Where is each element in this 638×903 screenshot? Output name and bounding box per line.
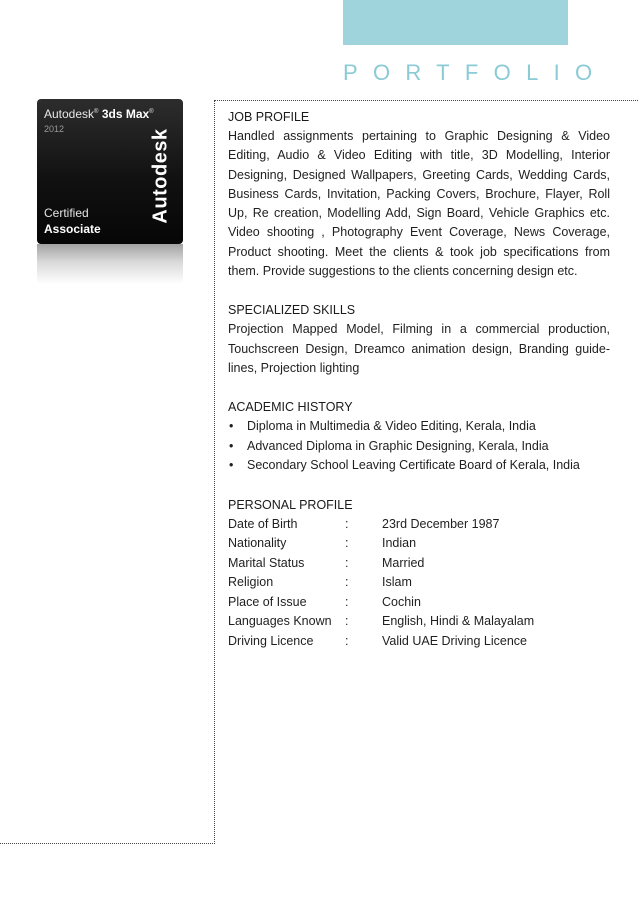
dotted-divider-vertical xyxy=(214,100,215,844)
profile-row-religion: Religion : Islam xyxy=(228,575,412,590)
profile-row-place-of-issue: Place of Issue : Cochin xyxy=(228,594,421,609)
bullet-icon: • xyxy=(229,419,234,434)
badge-certified: Certified xyxy=(44,206,89,220)
specialized-skills-heading: SPECIALIZED SKILLS xyxy=(228,303,356,318)
badge-associate: Associate xyxy=(44,222,101,236)
academic-history-section xyxy=(228,397,610,476)
badge-year: 2012 xyxy=(44,124,65,134)
profile-row-driving-licence: Driving Licence : Valid UAE Driving Licence xyxy=(228,633,527,648)
personal-profile-section xyxy=(228,495,610,652)
profile-row-languages-known: Languages Known : English, Hindi & Malayalam xyxy=(228,614,535,629)
bullet-icon: • xyxy=(229,438,234,453)
list-item: • Secondary School Leaving Certificate Board of Kerala, India xyxy=(228,456,610,476)
profile-row-nationality: Nationality : Indian xyxy=(228,536,417,551)
header-accent-block xyxy=(343,0,568,45)
academic-history-list xyxy=(228,417,610,476)
dotted-divider-top xyxy=(215,100,638,101)
badge-brand-logo: Autodesk xyxy=(149,128,172,224)
specialized-skills-section xyxy=(228,300,610,378)
badge-product-name: Autodesk® 3ds Max® xyxy=(44,107,154,121)
specialized-skills-text: Projection Mapped Model, Filming in a commercial production, Touchscreen Design, Dreamco animation design, Branding guide-lines, Projection lighting xyxy=(228,322,610,375)
resume-content xyxy=(228,107,610,670)
page-title: PORTFOLIO xyxy=(343,60,608,85)
bullet-icon: • xyxy=(229,458,234,473)
job-profile-text: Handled assignments pertaining to Graphic Designing & Video Editing, Audio & Video Editing with title, 3D Modelling, Interior Designing, Designed Wallpapers, Greeting Cards, Wedding Cards, Business Cards, Invitation, Packing Covers, Brochure, Flayer, Roll Up, Re creation, Modelling Add, Sign Board, Vehicle Graphics etc. Video shooting , Photography Event Coverage, News Coverage, Product shooting. Meet the clients & took job specifications from them. Provide suggestions to the clients concerning design etc. xyxy=(228,129,610,279)
badge-reflection xyxy=(37,244,183,284)
profile-row-date-of-birth: Date of Birth : 23rd December 1987 xyxy=(228,516,500,531)
dotted-divider-bottom xyxy=(0,843,215,844)
list-item: • Diploma in Multimedia & Video Editing, Kerala, India xyxy=(228,417,610,437)
job-profile-section xyxy=(228,107,610,281)
certification-badge xyxy=(37,99,183,244)
list-item: • Advanced Diploma in Graphic Designing, Kerala, India xyxy=(228,437,610,457)
job-profile-heading: JOB PROFILE xyxy=(228,110,310,124)
personal-profile-heading: PERSONAL PROFILE xyxy=(228,497,353,512)
academic-history-heading: ACADEMIC HISTORY xyxy=(228,400,353,415)
profile-row-marital-status: Marital Status : Married xyxy=(228,555,425,570)
